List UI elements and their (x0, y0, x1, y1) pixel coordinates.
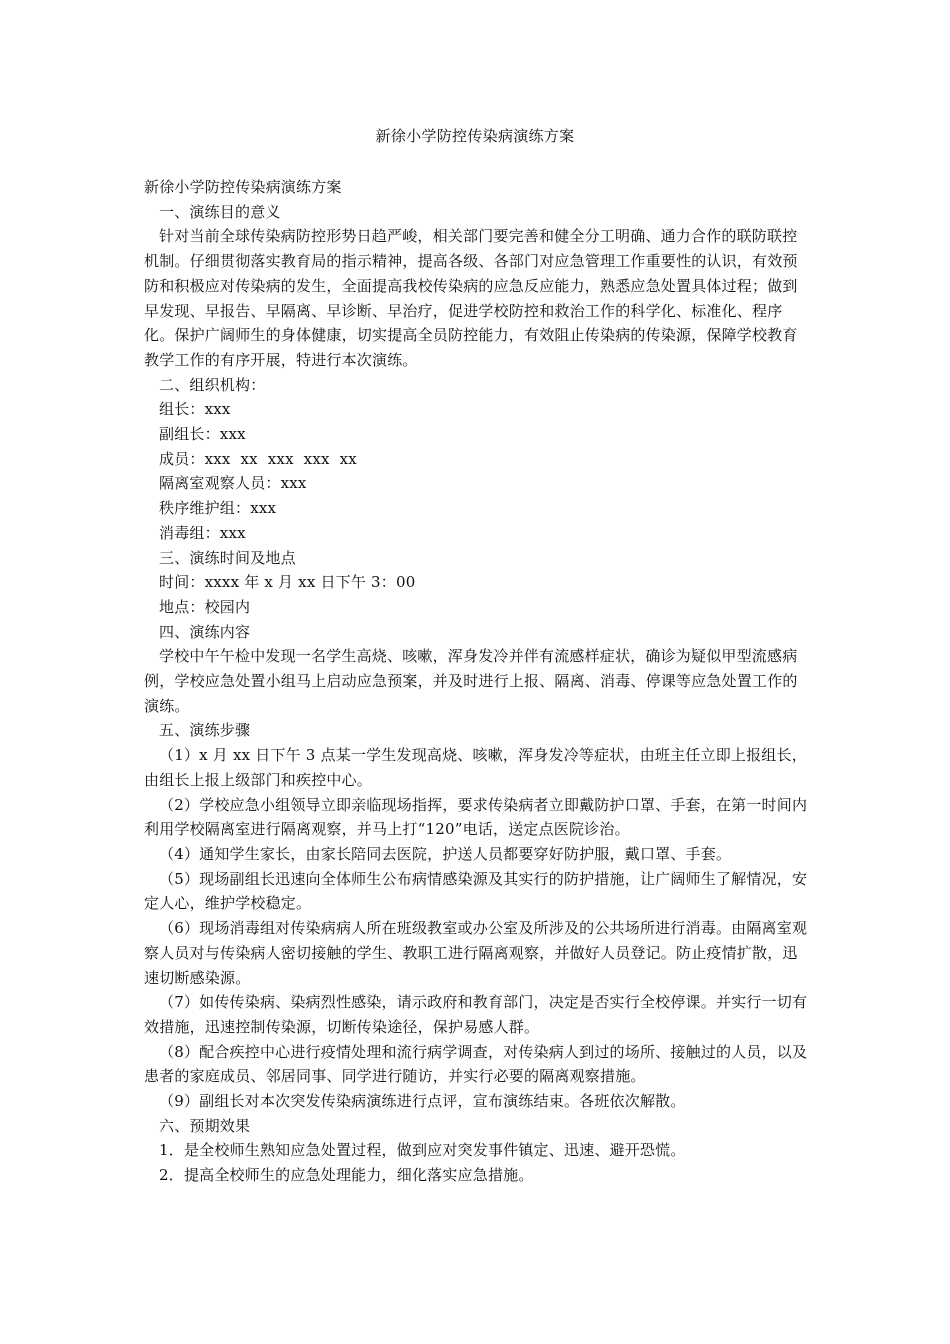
org-deputy-leader: 副组长：xxx (159, 425, 246, 444)
section-heading-content: 四、演练内容 (159, 622, 251, 641)
step-4: （4）通知学生家长，由家长陪同去医院，护送人员都要穿好防护服，戴口罩、手套。 (159, 844, 732, 863)
section-heading-time-place: 三、演练时间及地点 (159, 548, 296, 567)
document-subtitle: 新徐小学防控传染病演练方案 (144, 178, 342, 196)
org-disinfection-group: 消毒组：xxx (159, 523, 246, 542)
drill-place: 地点：校园内 (159, 597, 251, 616)
section-heading-organization: 二、组织机构： (159, 375, 266, 394)
step-7: （7）如传传染病、染病烈性感染，请示政府和教育部门，决定是否实行全校停课。并实行一切有效措施，迅速控制传染源，切断传染途径，保护易感人群。 (144, 993, 808, 1036)
org-leader: 组长：xxx (159, 400, 231, 419)
step-9: （9）副组长对本次突发传染病演练进行点评，宣布演练结束。各班依次解散。 (159, 1092, 686, 1111)
step-2: （2）学校应急小组领导立即亲临现场指挥，要求传染病者立即戴防护口罩、手套，在第一时间内利用学校隔离室进行隔离观察，并马上打“120”电话，送定点医院诊治。 (144, 795, 808, 839)
step-8: （8）配合疾控中心进行疫情处理和流行病学调查，对传染病人到过的场所、接触过的人员，以及患者的家庭成员、邻居同事、同学进行随访，并实行必要的隔离观察措施。 (144, 1042, 808, 1086)
org-isolation-observer: 隔离室观察人员：xxx (159, 474, 307, 493)
step-5: （5）现场副组长迅速向全体师生公布病情感染源及其实行的防护措施，让广阔师生了解情况，安定人心，维护学校稳定。 (144, 869, 808, 913)
step-1: （1）x 月 xx 日下午 3 点某一学生发现高烧、咳嗽，浑身发冷等症状，由班主任立即上报组长，由组长上报上级部门和疾控中心。 (144, 746, 807, 789)
section-heading-purpose: 一、演练目的意义 (159, 202, 281, 221)
document-title: 新徐小学防控传染病演练方案 (375, 127, 575, 145)
step-6: （6）现场消毒组对传染病病人所在班级教室或办公室及所涉及的公共场所进行消毒。由隔离室观察人员对与传染病人密切接触的学生、教职工进行隔离观察，并做好人员登记。防止疫情扩散，迅速切断感染源。 (144, 919, 808, 987)
expected-result-1: 1．是全校师生熟知应急处置过程，做到应对突发事件镇定、迅速、避开恐慌。 (159, 1141, 686, 1160)
section-heading-steps: 五、演练步骤 (159, 721, 251, 740)
paragraph-content: 学校中午午检中发现一名学生高烧、咳嗽，浑身发冷并伴有流感样症状，确诊为疑似甲型流感病例，学校应急处置小组马上启动应急预案，并及时进行上报、隔离、消毒、停课等应急处置工作的演练。 (144, 647, 798, 715)
org-members: 成员：xxx xx xxx xxx xx (159, 449, 357, 468)
drill-time: 时间：xxxx 年 x 月 xx 日下午 3：00 (159, 573, 416, 592)
document-body (144, 175, 812, 1188)
org-order-group: 秩序维护组：xxx (159, 499, 277, 518)
expected-result-2: 2．提高全校师生的应急处理能力，细化落实应急措施。 (159, 1166, 534, 1185)
section-heading-expected-results: 六、预期效果 (159, 1116, 251, 1135)
paragraph-purpose: 针对当前全球传染病防控形势日趋严峻，相关部门要完善和健全分工明确、通力合作的联防联控机制。仔细贯彻落实教育局的指示精神，提高各级、各部门对应急管理工作重要性的认识，有效预防和积极应对传染病的发生，全面提高我校传染病的应急反应能力，熟悉应急处置具体过程；做到早发现、早报告、早隔离、早诊断、早治疗，促进学校防控和救治工作的科学化、标准化、程序化。保护广阔师生的身体健康，切实提高全员防控能力，有效阻止传染病的传染源，保障学校教育教学工作的有序开展，特进行本次演练。 (144, 227, 798, 369)
